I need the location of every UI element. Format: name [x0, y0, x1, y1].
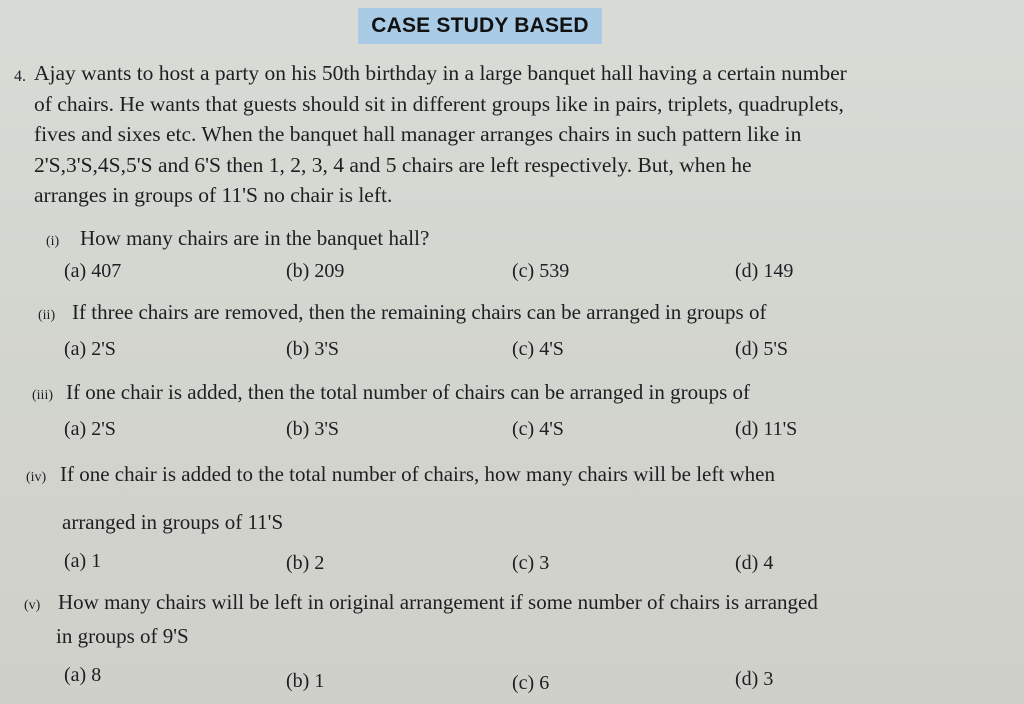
option-v-c: (c) 6 [512, 672, 550, 694]
option-ii-d: (d) 5'S [735, 338, 789, 360]
option-iv-b: (b) 2 [286, 552, 325, 574]
option-ii-c: (c) 4'S [512, 338, 564, 360]
passage-line-3: fives and sixes etc. When the banquet hall manager arranges chairs in such pattern like in [34, 122, 802, 146]
question-v [24, 590, 818, 615]
option-i-c: (c) 539 [512, 260, 570, 282]
question-iii-text: If one chair is added, then the total number of chairs can be arranged in groups of [66, 380, 750, 404]
option-i-a: (a) 407 [64, 260, 122, 282]
header-text: CASE STUDY BASED [371, 14, 589, 37]
question-v-number: (v) [24, 598, 41, 613]
option-iii-a: (a) 2'S [64, 418, 116, 440]
option-iii-b: (b) 3'S [286, 418, 340, 440]
question-i-number: (i) [46, 234, 60, 249]
option-iii-d: (d) 11'S [735, 418, 798, 440]
question-number: 4. [14, 68, 26, 85]
passage [34, 58, 1009, 211]
option-iv-c: (c) 3 [512, 552, 550, 574]
question-iv-line-2: arranged in groups of 11'S [62, 510, 284, 534]
option-v-a: (a) 8 [64, 664, 102, 686]
question-v-line-2: in groups of 9'S [56, 624, 189, 648]
passage-line-2: of chairs. He wants that guests should sit in different groups like in pairs, triplets, quadruplets, [34, 91, 844, 116]
question-i [46, 226, 429, 251]
option-v-d: (d) 3 [735, 668, 774, 690]
option-iii-c: (c) 4'S [512, 418, 564, 440]
option-ii-a: (a) 2'S [64, 338, 116, 360]
option-i-d: (d) 149 [735, 260, 794, 282]
case-study-header [358, 8, 602, 44]
question-iii [32, 380, 750, 405]
question-ii-number: (ii) [38, 308, 56, 323]
passage-line-4: 2'S,3'S,4S,5'S and 6'S then 1, 2, 3, 4 and 5 chairs are left respectively. But, when he [34, 152, 752, 177]
question-iv [26, 462, 775, 487]
question-i-text: How many chairs are in the banquet hall? [80, 226, 430, 250]
option-ii-b: (b) 3'S [286, 338, 340, 360]
question-iv-number: (iv) [26, 470, 47, 485]
passage-line-5: arranges in groups of 11'S no chair is left. [34, 183, 393, 207]
passage-line-1: Ajay wants to host a party on his 50th birthday in a large banquet hall having a certain number [34, 61, 847, 85]
question-iv-text: If one chair is added to the total number of chairs, how many chairs will be left when [60, 462, 775, 486]
question-iii-number: (iii) [32, 388, 53, 403]
option-i-b: (b) 209 [286, 260, 345, 282]
option-v-b: (b) 1 [286, 670, 325, 692]
question-ii-text: If three chairs are removed, then the remaining chairs can be arranged in groups of [72, 300, 767, 324]
question-v-text: How many chairs will be left in original arrangement if some number of chairs is arranged [58, 590, 818, 614]
option-iv-d: (d) 4 [735, 552, 774, 574]
question-ii [38, 300, 766, 325]
option-iv-a: (a) 1 [64, 550, 102, 572]
